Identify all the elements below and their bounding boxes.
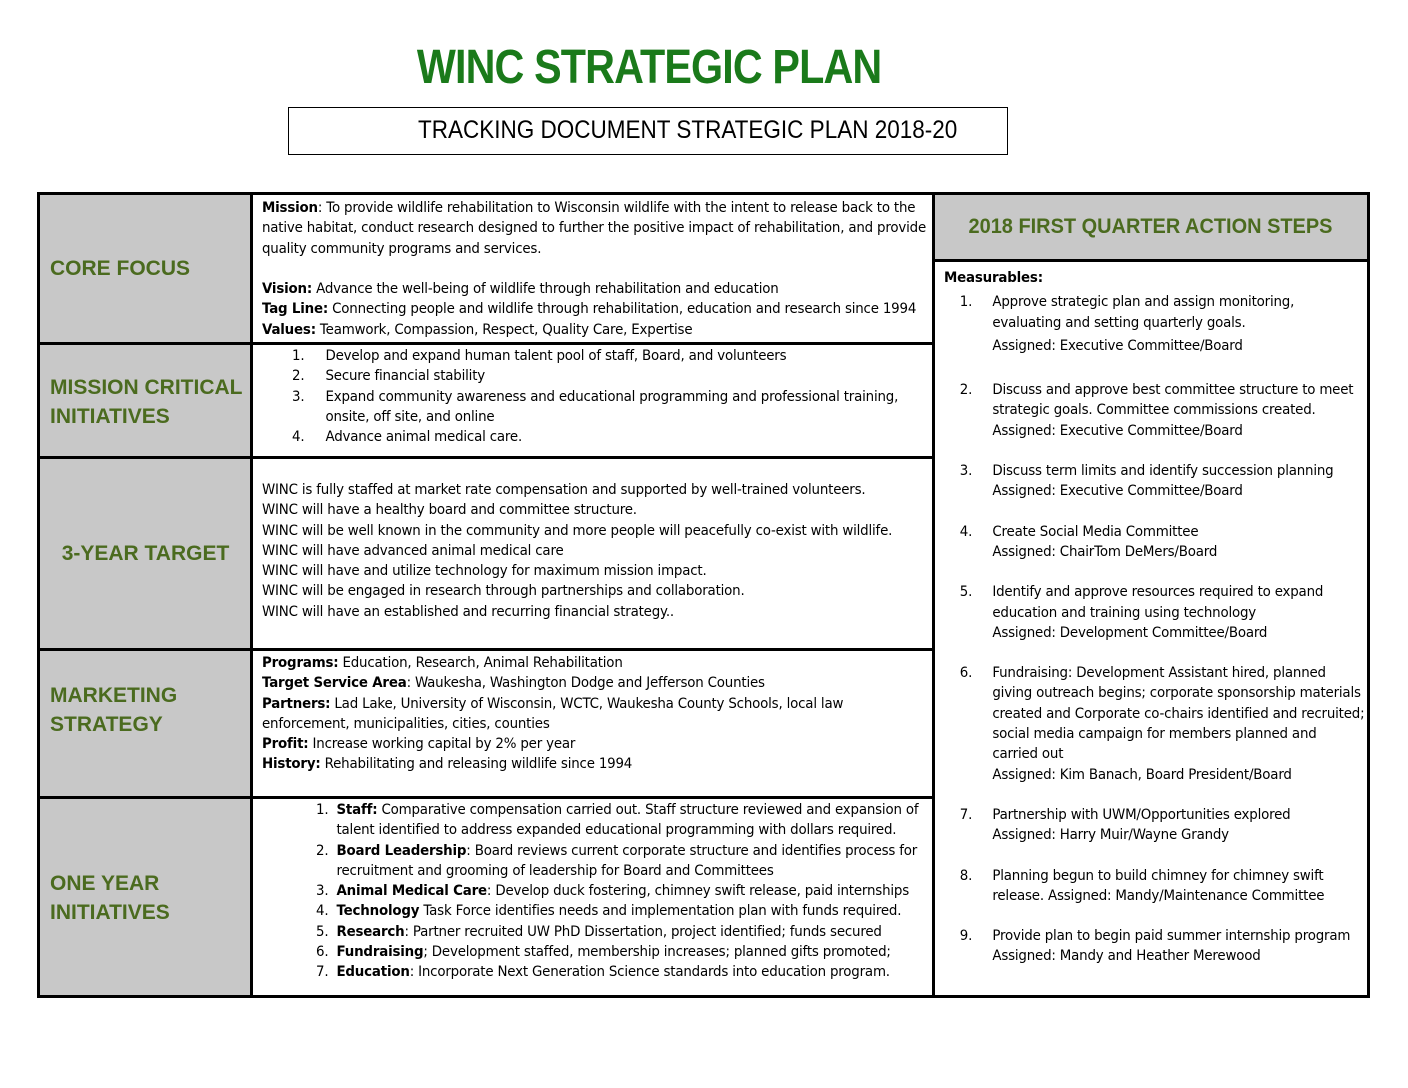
action-step-number: 4. [959,523,973,540]
action-step-text: Discuss and approve best committee structure to meet [992,382,1354,399]
action-step-item [944,805,1364,846]
action-step-item [944,926,1364,967]
action-step-assigned: Assigned: Executive Committee/Board [992,422,1243,439]
one-year-label-line2: INITIATIVES [50,901,170,924]
mission-label: Mission [262,200,318,216]
action-step-item [944,522,1364,563]
values-text: Teamwork, Compassion, Respect, Quality Care, Expertise [315,321,693,338]
action-step-text: release. Assigned: Mandy/Maintenance Committee [992,887,1325,904]
programs-text: Education, Research, Animal Rehabilitation [338,655,623,671]
row-divider [40,342,934,345]
action-step-text: Approve strategic plan and assign monitoring, [992,294,1295,311]
action-step-assigned: Assigned: Development Committee/Board [992,624,1268,641]
mission-critical-label [50,373,243,431]
mission-text: : To provide wildlife rehabilitation to Wisconsin wildlife with the intent to release back to the [317,200,916,216]
action-step-text: Partnership with UWM/Opportunities explored [992,806,1291,823]
mission-text-line3: quality community programs and services. [262,240,542,257]
action-step-item [944,380,1364,441]
core-focus-content [262,198,926,340]
action-step-assigned: Assigned: Harry Muir/Wayne Grandy [992,827,1229,844]
action-step-assigned: Assigned: ChairTom DeMers/Board [992,543,1218,560]
partners-label: Partners: [262,695,331,712]
action-step-item [944,866,1364,907]
target-line: WINC will have advanced animal medical care [262,542,564,559]
action-step-text: Planning begun to build chimney for chimney swift [992,867,1324,884]
measurables-label: Measurables: [944,270,1043,286]
target-line: WINC is fully staffed at market rate compensation and supported by well-trained volunteers. [262,482,866,498]
row-divider [40,648,934,651]
profit-text: Increase working capital by 2% per year [308,736,576,753]
action-steps-header: 2018 FIRST QUARTER ACTION STEPS [968,215,1333,238]
values-label: Values: [262,321,316,338]
action-step-assigned: Assigned: Executive Committee/Board [992,483,1243,500]
row-divider [40,456,934,459]
target-line: WINC will be engaged in research through partnerships and collaboration. [262,583,745,600]
profit-label: Profit: [262,736,309,753]
row-divider [934,259,1367,262]
history-label: History: [262,756,321,773]
action-step-text: created and Corporate co-chairs identified and recruited; [992,705,1365,722]
tagline-text: Connecting people and wildlife through rehabilitation, education and research since 1994 [328,301,917,318]
history-text: Rehabilitating and releasing wildlife since 1994 [320,756,633,773]
marketing-strategy-label [50,681,177,739]
vision-text: Advance the well-being of wildlife through rehabilitation and education [312,281,779,298]
target-line: WINC will have an established and recurring financial strategy.. [262,603,675,620]
action-step-text: carried out [992,746,1064,763]
page-subtitle: TRACKING DOCUMENT STRATEGIC PLAN 2018-20 [418,116,958,144]
marketing-strategy-content [262,653,843,775]
target-line: WINC will have a healthy board and committee structure. [262,502,637,519]
target-line: WINC will be well known in the community and more people will peacefully co-exist with wildlife. [262,522,893,539]
action-step-number: 3. [959,463,973,480]
action-step-text: Provide plan to begin paid summer internship program [992,928,1351,945]
marketing-label-line2: STRATEGY [50,713,163,736]
target-line: WINC will have and utilize technology for maximum mission impact. [262,563,707,580]
row-divider [40,796,934,799]
one-year-label-line1: ONE YEAR [50,872,160,895]
action-step-item [944,461,1364,502]
action-step-assigned: Assigned: Executive Committee/Board [992,337,1243,354]
mission-text-line2: native habitat, conduct research designed to further the positive impact of rehabilitation, and provide [262,220,927,237]
action-step-number: 2. [959,382,973,399]
target-area-text: : Waukesha, Washington Dodge and Jefferson Counties [406,675,765,692]
vision-label: Vision: [262,281,313,298]
three-year-target-content [262,480,892,622]
page-title: WINC STRATEGIC PLAN [416,41,882,94]
marketing-label-line1: MARKETING [50,684,178,707]
action-step-item [944,663,1364,785]
partners-text-line2: enforcement, municipalities, cities, counties [262,715,550,732]
action-step-number: 6. [959,665,973,682]
three-year-target-label: 3-YEAR TARGET [61,542,230,565]
action-step-number: 7. [959,806,973,823]
action-step-text: Discuss term limits and identify succession planning [992,463,1334,480]
one-year-initiatives-label [50,869,170,927]
action-step-text: Create Social Media Committee [992,523,1199,540]
action-step-assigned: Assigned: Mandy and Heather Merewood [992,948,1261,965]
action-step-number: 1. [959,294,973,311]
action-step-text: giving outreach begins; corporate sponsorship materials [992,685,1361,702]
partners-text: Lad Lake, University of Wisconsin, WCTC, Waukesha County Schools, local law [330,695,844,712]
action-step-text: education and training using technology [992,604,1257,621]
action-step-item [944,292,1364,356]
column-divider [250,195,253,995]
action-step-assigned: Assigned: Kim Banach, Board President/Board [992,766,1292,783]
action-step-number: 8. [959,867,973,884]
core-focus-label: CORE FOCUS [50,257,191,280]
tagline-label: Tag Line: [262,301,329,318]
mission-critical-label-line2: INITIATIVES [50,405,170,428]
action-step-text: social media campaign for members planned and [992,726,1317,743]
action-step-number: 9. [959,928,973,945]
action-step-text: Fundraising: Development Assistant hired, planned [992,665,1326,682]
mission-critical-label-line1: MISSION CRITICAL [50,376,243,399]
target-area-label: Target Service Area [262,675,407,692]
column-divider [932,195,935,995]
action-steps-list [944,268,1364,967]
action-step-number: 5. [959,584,973,601]
action-step-item [944,582,1364,643]
action-step-text: evaluating and setting quarterly goals. [992,314,1246,331]
action-step-text: strategic goals. Committee commissions created. [992,402,1316,419]
action-step-text: Identify and approve resources required to expand [992,584,1324,601]
programs-label: Programs: [262,655,339,671]
